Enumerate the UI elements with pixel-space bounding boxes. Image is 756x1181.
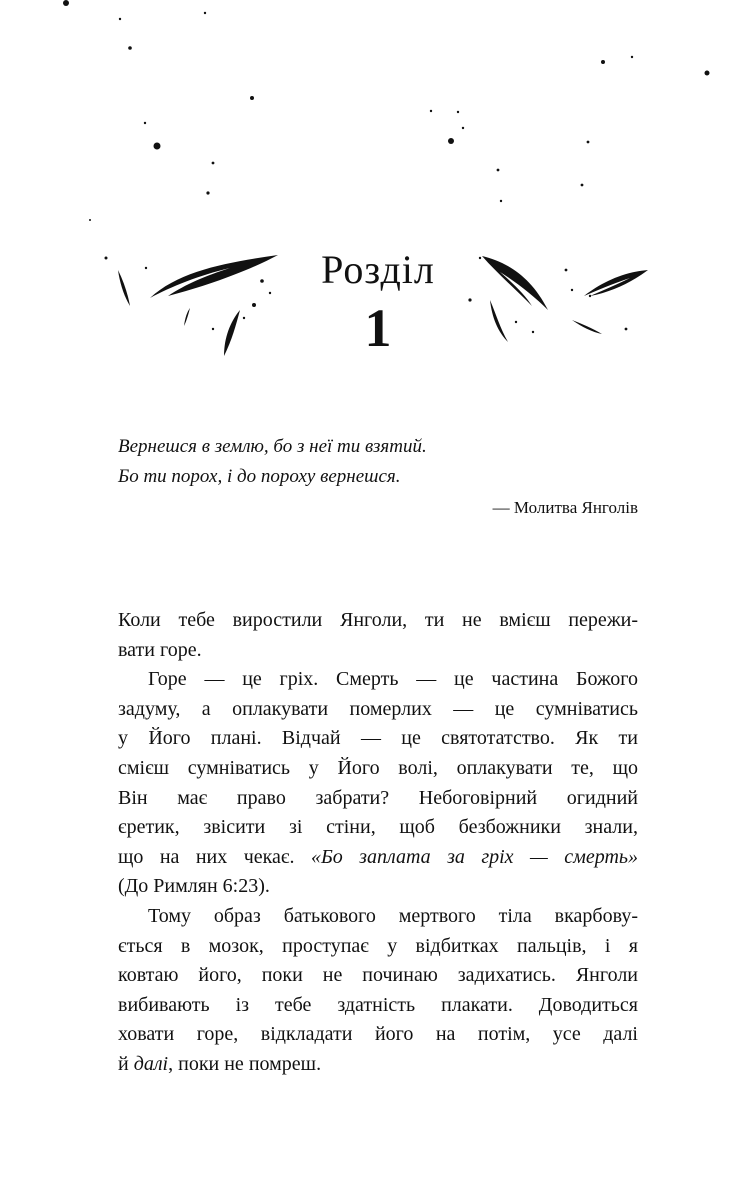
chapter-number: 1 — [364, 298, 392, 358]
text-line: смієш сумніватись у Його волі, оплакувати те, що — [118, 756, 638, 779]
epigraph-attribution: — Молитва Янголів — [492, 498, 638, 517]
text-line: ковтаю його, поки не починаю задихатись. Янголи — [118, 964, 638, 987]
text-line — [118, 1050, 638, 1080]
epigraph-line: Бо ти порох, і до пороху вернешся. — [118, 466, 401, 487]
text-line: Тому образ батькового мертвого тіла вкарбову- — [148, 904, 638, 927]
text-line: Коли тебе виростили Янголи, ти не вмієш пережи- — [118, 609, 638, 631]
text-line: Горе — це гріх. Смерть — це частина Божого — [148, 668, 638, 691]
text-line: (До Римлян 6:23). — [118, 875, 270, 898]
paragraph — [118, 902, 638, 1080]
scripture-quote: «Бо заплата за гріх — смерть» — [310, 845, 639, 868]
epigraph-line: Вернешся в землю, бо з неї ти взятий. — [118, 436, 427, 457]
text-segment: й — [118, 1052, 134, 1075]
chapter-title: Розділ — [321, 247, 435, 292]
text-line: вати горе. — [118, 638, 202, 661]
paragraph — [118, 665, 638, 902]
text-line: ється в мозок, проступає у відбитках пальців, і я — [118, 934, 638, 957]
epigraph — [118, 432, 638, 522]
text-line: задуму, а оплакувати померлих — це сумніватись — [118, 697, 638, 720]
text-segment: що на них чекає. — [118, 845, 311, 868]
text-line: ховати горе, відкладати його на потім, усе далі — [118, 1023, 638, 1046]
chapter-body — [118, 606, 638, 1080]
text-line: єретик, звісити зі стіни, щоб безбожники знали, — [118, 816, 638, 839]
text-line — [118, 843, 638, 873]
emphasis: далі — [133, 1052, 169, 1075]
paragraph — [118, 606, 638, 665]
text-segment: , поки не помреш. — [168, 1052, 322, 1075]
text-line: вибивають із тебе здатність плакати. Доводиться — [118, 993, 638, 1016]
text-line: Він має право забрати? Небоговірний огидний — [118, 786, 638, 809]
text-line: у Його плані. Відчай — це святотатство. Як ти — [118, 727, 638, 750]
